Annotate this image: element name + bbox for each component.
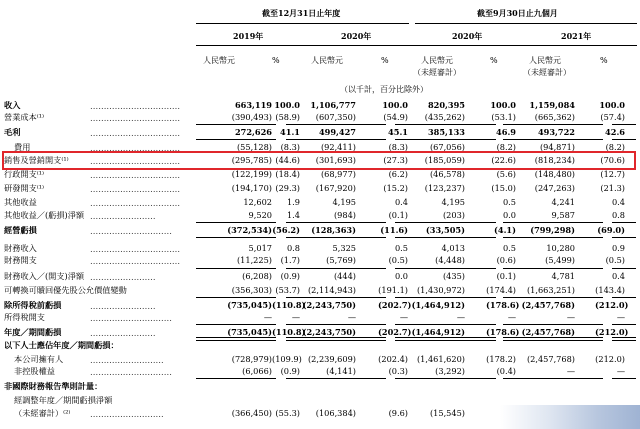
subtotal-rule xyxy=(523,237,603,238)
row-leader-dots: ………………………… xyxy=(90,367,172,377)
cell-percent: (191.1) xyxy=(378,285,408,295)
cell-percent: 100.0 xyxy=(382,100,408,110)
cell-percent: (0.9) xyxy=(280,271,300,281)
subtotal-rule xyxy=(196,324,276,325)
subtotal-rule xyxy=(612,124,636,125)
subtotal-rule xyxy=(612,268,636,269)
row-label: 年度／期間虧損 xyxy=(4,327,62,337)
total-double-rule xyxy=(306,337,386,341)
row-label: 除所得稅前虧損 xyxy=(4,300,62,310)
cell-amount: 9,520 xyxy=(248,210,272,220)
cell-percent: (53.7) xyxy=(275,285,300,295)
subtotal-rule xyxy=(523,324,603,325)
cell-percent: (212.0) xyxy=(595,327,629,337)
subtotal-rule xyxy=(196,124,276,125)
cell-amount: (148,480) xyxy=(534,169,575,179)
cell-percent: (110.8) xyxy=(272,327,306,337)
cell-percent: (27.3) xyxy=(383,155,408,165)
row-label: 可轉換可贖回優先股公允價值變動 xyxy=(4,285,127,295)
cell-amount: 10,280 xyxy=(546,243,575,253)
cell-amount: (33,505) xyxy=(425,225,465,235)
cell-percent: 0.8 xyxy=(286,243,300,253)
cell-percent: — xyxy=(616,312,625,322)
cell-amount: (3,292) xyxy=(435,366,465,376)
header-currency: 人民幣元 xyxy=(421,56,453,65)
row-label: 行政開支⁽¹⁾ xyxy=(4,169,45,179)
header-currency: 人民幣元 xyxy=(311,56,343,65)
cell-amount: (2,457,768) xyxy=(521,327,575,337)
cell-amount: (295,785) xyxy=(231,155,272,165)
cell-amount: — xyxy=(566,312,575,322)
cell-percent: (202.7) xyxy=(378,300,412,310)
cell-percent: (53.1) xyxy=(491,112,516,122)
cell-percent: — xyxy=(616,366,625,376)
cell-amount: (444) xyxy=(333,271,356,281)
cell-amount: (2,457,768) xyxy=(526,354,575,364)
cell-amount: (128,363) xyxy=(311,225,356,235)
cell-amount: 4,013 xyxy=(441,243,465,253)
cell-percent: (15.2) xyxy=(383,183,408,193)
subtotal-rule xyxy=(523,222,603,223)
cell-amount: (122,199) xyxy=(231,169,272,179)
cell-percent: (8.2) xyxy=(605,142,625,152)
cell-percent: (22.6) xyxy=(491,155,516,165)
header-pct: % xyxy=(600,56,608,65)
cell-percent: (58.9) xyxy=(275,112,300,122)
cell-percent: (55.3) xyxy=(275,408,300,418)
cell-percent: (15.0) xyxy=(491,183,516,193)
subtotal-rule xyxy=(196,237,276,238)
cell-amount: (607,350) xyxy=(315,112,356,122)
row-label: 財務收入／(開支)淨額 xyxy=(4,271,85,281)
cell-amount: 9,587 xyxy=(551,210,575,220)
row-leader-dots: …………………………… xyxy=(90,113,181,123)
header-year-2020: 2020年 xyxy=(341,31,372,41)
header-rule-nine xyxy=(415,23,637,24)
cell-amount: (390,493) xyxy=(231,112,272,122)
header-pct: % xyxy=(381,56,389,65)
cell-amount: (4,141) xyxy=(326,366,356,376)
total-double-rule xyxy=(196,337,276,341)
row-leader-dots: …………………… xyxy=(90,301,156,311)
cell-amount: (1,663,251) xyxy=(526,285,575,295)
cell-amount: (5,499) xyxy=(545,255,575,265)
subtotal-rule xyxy=(523,139,603,140)
cell-amount: (2,239,609) xyxy=(307,354,356,364)
subtotal-rule xyxy=(416,378,496,379)
cell-percent: (0.4) xyxy=(496,366,516,376)
cell-amount: (15,545) xyxy=(429,408,465,418)
subtotal-rule xyxy=(612,324,636,325)
total-double-rule xyxy=(612,337,636,341)
cell-amount: (665,362) xyxy=(534,112,575,122)
cell-percent: 100.0 xyxy=(490,100,516,110)
row-leader-dots: …………………………… xyxy=(90,143,181,153)
cell-amount: (46,578) xyxy=(429,169,465,179)
cell-amount: (1,464,912) xyxy=(411,300,465,310)
row-leader-dots: …………………………… xyxy=(90,101,181,111)
cell-percent: (1.7) xyxy=(280,255,300,265)
cell-amount: 1,159,084 xyxy=(529,100,575,110)
cell-amount: (185,059) xyxy=(424,155,465,165)
subtotal-rule xyxy=(612,237,636,238)
cell-amount: 385,133 xyxy=(427,127,465,137)
cell-amount: 663,119 xyxy=(234,100,272,110)
cell-percent: 0.5 xyxy=(394,243,408,253)
cell-amount: (67,056) xyxy=(429,142,465,152)
cell-amount: (6,066) xyxy=(242,366,272,376)
cell-amount: (6,208) xyxy=(242,271,272,281)
cell-amount: (167,920) xyxy=(315,183,356,193)
cell-percent: (109.9) xyxy=(272,354,302,364)
subtotal-rule xyxy=(612,139,636,140)
highlight-box xyxy=(2,151,636,170)
cell-amount: (55,128) xyxy=(236,142,272,152)
cell-amount: (92,411) xyxy=(320,142,356,152)
cell-percent: (0.9) xyxy=(280,366,300,376)
cell-amount: (984) xyxy=(333,210,356,220)
subtotal-rule xyxy=(523,297,603,298)
subtotal-rule xyxy=(306,124,386,125)
cell-percent: (29.3) xyxy=(275,183,300,193)
row-label: 財務收入 xyxy=(4,243,37,253)
cell-percent: (202.7) xyxy=(378,327,412,337)
cell-percent: (18.4) xyxy=(275,169,300,179)
cell-amount: (4,448) xyxy=(435,255,465,265)
cell-percent: (56.2) xyxy=(272,225,300,235)
row-leader-dots: ………………………… xyxy=(90,226,172,236)
cell-percent: (0.5) xyxy=(605,255,625,265)
subtotal-rule xyxy=(196,378,276,379)
cell-percent: (212.0) xyxy=(595,300,629,310)
subtotal-rule xyxy=(306,268,386,269)
cell-percent: (4.1) xyxy=(494,225,516,235)
subtotal-rule xyxy=(306,324,386,325)
row-label: 非控股權益 xyxy=(14,366,55,376)
cell-percent: — xyxy=(399,312,408,322)
subtotal-rule xyxy=(416,237,496,238)
cell-percent: 0.0 xyxy=(502,210,516,220)
row-label: 其他收益／(虧損)淨額 xyxy=(4,210,85,220)
cell-percent: 100.0 xyxy=(599,100,625,110)
cell-percent: 1.4 xyxy=(286,210,300,220)
cell-percent: 42.6 xyxy=(605,127,625,137)
subtotal-rule xyxy=(416,324,496,325)
cell-amount: 4,241 xyxy=(551,197,575,207)
cell-amount: (2,243,750) xyxy=(302,327,356,337)
cell-percent: (174.4) xyxy=(486,285,516,295)
header-currency: 人民幣元 xyxy=(203,56,235,65)
row-leader-dots: …………………………… xyxy=(90,128,181,138)
cell-amount: (2,114,943) xyxy=(307,285,356,295)
cell-percent: 46.9 xyxy=(496,127,516,137)
cell-amount: (799,298) xyxy=(530,225,575,235)
cell-percent: 0.9 xyxy=(611,243,625,253)
cell-percent: 0.5 xyxy=(502,243,516,253)
cell-percent: 0.4 xyxy=(611,197,625,207)
cell-percent: (70.6) xyxy=(600,155,625,165)
cell-amount: — xyxy=(456,312,465,322)
cell-percent: (0.3) xyxy=(388,366,408,376)
cell-percent: 1.9 xyxy=(286,197,300,207)
cell-percent: 0.8 xyxy=(611,210,625,220)
row-leader-dots: …………………… xyxy=(90,272,156,282)
cell-amount: (435,262) xyxy=(424,112,465,122)
cell-amount: (1,464,912) xyxy=(411,327,465,337)
row-label: 財務開支 xyxy=(4,255,37,265)
cell-percent: (12.7) xyxy=(600,169,625,179)
row-label: 費用 xyxy=(14,142,31,152)
cell-percent: (0.1) xyxy=(496,271,516,281)
cell-amount: 1,106,777 xyxy=(310,100,356,110)
cell-amount: (1,461,620) xyxy=(416,354,465,364)
row-leader-dots: …………………………… xyxy=(90,198,181,208)
cell-amount: (735,045) xyxy=(227,300,272,310)
subtotal-rule xyxy=(523,124,603,125)
header-group-nine: 截至9月30日止九個月 xyxy=(477,8,558,18)
row-leader-dots: ……………………… xyxy=(90,355,164,365)
total-double-rule xyxy=(416,337,496,341)
cell-percent: (202.4) xyxy=(378,354,408,364)
cell-percent: (44.6) xyxy=(275,155,300,165)
cell-percent: (9.6) xyxy=(388,408,408,418)
cell-percent: 0.4 xyxy=(611,271,625,281)
row-leader-dots: …………………… xyxy=(90,211,156,221)
cell-amount: (194,170) xyxy=(231,183,272,193)
header-currency: 人民幣元 xyxy=(529,56,561,65)
cell-amount: (68,977) xyxy=(320,169,356,179)
cell-amount: (435) xyxy=(442,271,465,281)
row-label: 經調整年度／期間虧損淨額 xyxy=(14,395,113,405)
cell-percent: (8.2) xyxy=(496,142,516,152)
cell-percent: 0.4 xyxy=(394,197,408,207)
row-leader-dots: …………………………… xyxy=(90,156,181,166)
cell-amount: 12,602 xyxy=(243,197,272,207)
cell-percent: (212.0) xyxy=(595,354,625,364)
cell-percent: 0.5 xyxy=(502,197,516,207)
subtotal-rule xyxy=(612,378,636,379)
cell-amount: (1,430,972) xyxy=(416,285,465,295)
cell-amount: (735,045) xyxy=(227,327,272,337)
subtotal-rule xyxy=(196,268,276,269)
cell-percent: (57.4) xyxy=(600,112,625,122)
cell-percent: (0.6) xyxy=(496,255,516,265)
cell-amount: (123,237) xyxy=(424,183,465,193)
subtotal-rule xyxy=(306,139,386,140)
cell-amount: (301,693) xyxy=(315,155,356,165)
subtotal-rule xyxy=(196,297,276,298)
row-label: 營業成本⁽¹⁾ xyxy=(4,112,45,122)
cell-amount: (728,979) xyxy=(231,354,272,364)
header-rule-year xyxy=(196,23,409,24)
cell-amount: — xyxy=(263,312,272,322)
subtotal-rule xyxy=(306,222,386,223)
header-unaudited: （未經審計） xyxy=(523,68,571,77)
row-leader-dots: …………………………… xyxy=(90,184,181,194)
header-unit-note: （以千計，百分比除外） xyxy=(340,85,428,94)
cell-amount: 4,781 xyxy=(551,271,575,281)
cell-amount: 820,395 xyxy=(427,100,465,110)
cell-amount: (2,243,750) xyxy=(302,300,356,310)
cell-percent: (6.2) xyxy=(388,169,408,179)
cell-amount: 5,325 xyxy=(332,243,356,253)
row-label: 經營虧損 xyxy=(4,225,37,235)
subtotal-rule xyxy=(416,124,496,125)
total-double-rule xyxy=(523,337,603,341)
row-label: 其他收益 xyxy=(4,197,37,207)
row-label: 以下人士應佔年度／期間虧損： xyxy=(4,340,119,350)
cell-percent: (8.3) xyxy=(388,142,408,152)
header-year-2020-nine: 2020年 xyxy=(452,31,483,41)
subtotal-rule xyxy=(306,237,386,238)
cell-amount: 272,626 xyxy=(234,127,272,137)
cell-amount: (818,234) xyxy=(534,155,575,165)
row-label: 收入 xyxy=(4,100,21,110)
row-leader-dots: …………………………… xyxy=(90,244,181,254)
cell-amount: 4,195 xyxy=(441,197,465,207)
row-label: （未經審計）⁽²⁾ xyxy=(14,408,71,418)
cell-percent: (21.3) xyxy=(600,183,625,193)
cell-amount: (11,225) xyxy=(236,255,272,265)
subtotal-rule xyxy=(416,222,496,223)
cell-amount: 5,017 xyxy=(248,243,272,253)
subtotal-rule xyxy=(416,268,496,269)
subtotal-rule xyxy=(306,378,386,379)
cell-amount: (94,871) xyxy=(539,142,575,152)
cell-percent: (54.9) xyxy=(383,112,408,122)
subtotal-rule xyxy=(416,139,496,140)
row-label: 所得稅開支 xyxy=(4,312,45,322)
cell-amount: (372,534) xyxy=(227,225,272,235)
cell-percent: 0.0 xyxy=(394,271,408,281)
cell-amount: 4,195 xyxy=(332,197,356,207)
cell-percent: (0.1) xyxy=(388,210,408,220)
cell-amount: (106,384) xyxy=(315,408,356,418)
cell-percent: (0.5) xyxy=(388,255,408,265)
cell-amount: (5,769) xyxy=(326,255,356,265)
subtotal-rule xyxy=(196,139,276,140)
cell-percent: (69.0) xyxy=(597,225,625,235)
cell-percent: (11.6) xyxy=(380,225,408,235)
header-pct: % xyxy=(272,56,280,65)
corner-fade xyxy=(500,405,640,429)
cell-amount: (203) xyxy=(442,210,465,220)
row-label: 本公司擁有人 xyxy=(14,354,64,364)
cell-percent: (8.3) xyxy=(280,142,300,152)
subtotal-rule xyxy=(523,378,603,379)
row-leader-dots: ……………………… xyxy=(90,409,164,419)
row-leader-dots: ………………………… xyxy=(90,313,172,323)
row-leader-dots: …………………………… xyxy=(90,170,181,180)
header-pct: % xyxy=(490,56,498,65)
cell-amount: (247,263) xyxy=(534,183,575,193)
subtotal-rule xyxy=(306,297,386,298)
cell-percent: (110.8) xyxy=(272,300,306,310)
header-group-year: 截至12月31日止年度 xyxy=(262,8,341,18)
row-label: 毛利 xyxy=(4,127,21,137)
subtotal-rule xyxy=(612,222,636,223)
row-label: 非國際財務報告準則計量： xyxy=(4,381,103,391)
subtotal-rule xyxy=(196,222,276,223)
cell-percent: — xyxy=(291,312,300,322)
row-label: 銷售及營銷開支⁽¹⁾ xyxy=(4,155,69,165)
cell-amount: 493,722 xyxy=(537,127,575,137)
cell-amount: (356,303) xyxy=(231,285,272,295)
header-unaudited: （未經審計） xyxy=(413,68,461,77)
cell-amount: (366,450) xyxy=(231,408,272,418)
row-leader-dots: …………………………… xyxy=(90,256,181,266)
cell-percent: (178.6) xyxy=(486,300,520,310)
cell-amount: 499,427 xyxy=(318,127,356,137)
cell-percent: (178.2) xyxy=(486,354,516,364)
cell-percent: 45.1 xyxy=(388,127,408,137)
header-year-2021-nine: 2021年 xyxy=(561,31,592,41)
cell-amount: (2,457,768) xyxy=(521,300,575,310)
subtotal-rule xyxy=(612,297,636,298)
cell-amount: — xyxy=(347,312,356,322)
row-label: 研發開支⁽¹⁾ xyxy=(4,183,45,193)
subtotal-rule xyxy=(523,268,603,269)
cell-amount: — xyxy=(566,366,575,376)
row-leader-dots: …………………… xyxy=(90,328,156,338)
cell-percent: 100.0 xyxy=(274,100,300,110)
subtotal-rule xyxy=(416,297,496,298)
cell-percent: (178.6) xyxy=(486,327,520,337)
header-rule-years xyxy=(196,45,637,46)
cell-percent: (143.4) xyxy=(595,285,625,295)
cell-percent: 41.1 xyxy=(280,127,300,137)
cell-percent: — xyxy=(507,312,516,322)
cell-percent: (5.6) xyxy=(496,169,516,179)
header-year-2019: 2019年 xyxy=(233,31,264,41)
